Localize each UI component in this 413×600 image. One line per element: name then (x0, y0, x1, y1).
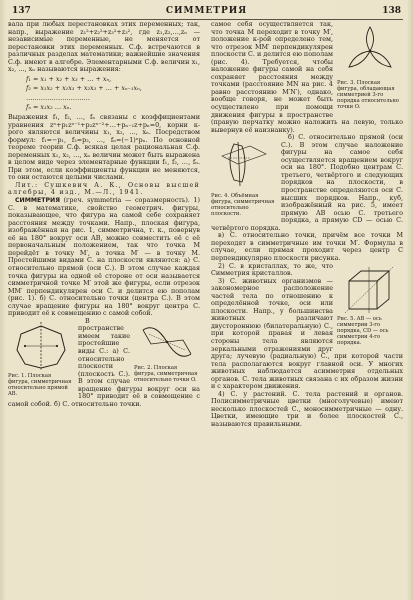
figure-3 (337, 23, 403, 110)
formula-line: f₂ = x₁x₂ + x₁x₃ + x₂x₃ + … + xₙ₋₁xₙ, (26, 84, 142, 93)
figure-3-caption: Рис. 3. Плоская фигура, обладающая симметрией 3-го порядка относительно точки O. (337, 80, 399, 110)
right-paragraph: в) С. относительно точки, причём все точки M переходят в симметричные им точки M′. Формулы в случае, если прямая проходит через центр C перпендикулярно плоскости рисунка. (211, 231, 403, 262)
right-paragraph: б) С. относительно прямой (оси С.). В этом случае наложение фигуры на самое себя осуществляется вращением вокруг оси на 180°. Подобно центрам С. третьего, четвёртого и следующих порядков на плоскости, в пространстве определяются оси С. высших порядков. Напр., куб, изображённый на рис. 5, имеет прямую AB осью С. третьего порядка, а прямую CD — осью С. четвёртого порядка. (211, 133, 403, 232)
figure-2-drawing (137, 320, 197, 364)
figure-2 (134, 320, 200, 383)
page-header (0, 4, 413, 18)
figure-5-drawing (341, 265, 399, 315)
figure-4-drawing (216, 136, 272, 192)
figure-4-caption: Рис. 4. Объёмная фигура, симметричная относительно плоскости. (211, 193, 275, 218)
article-text: (греч. symmetria — соразмерность). 1) С. в математике, свойство геометрич. фигуры, показывающее, что фигура на самой себе сохраняет расстояния между точками. Напр., плоская фигура, изображённая на рис. 1, симметрична, т. к., повернув её на 180° вокруг оси AB, можно совместить её с её первоначальным положением, так что точка M перейдёт в точку M′, а точка M′ — в точку M. Простейшими видами С. на плоскости являются: а) С. относительно прямой (оси С.). В этом случае каждая точка фигуры на одной её стороне от оси называется симметричной точке M′ этой же фигуры, если отрезок MM′ перпендикулярен оси С. и делится ею пополам (рис. 1). б) С. относительно точки (центра С.). В этом случае вращение фигуры на 180° вокруг центра С. приводит её к совмещению с самой собой. (8, 196, 200, 318)
figure-3-drawing (341, 23, 399, 79)
left-paragraph: Выражения f₁, f₂, …, fₙ связаны с коэффициентами уравнения zⁿ+p₁zⁿ⁻¹+p₂zⁿ⁻²+…+pₙ₋₁z+pₙ=0, корни к-рого являются величины x₁, x₂, …, xₙ. Посредством формул: f₁=−p₁, f₂=p₂, …, fₙ=(−1)ⁿpₙ. По основной теореме теории С.ф. всякая целая рациональная С.ф. переменных x₁, x₂, …, xₙ величин может быть выражена в целом виде через элементарные функции f₁, f₂, …, fₙ. При этом, если коэффициенты функции не меняются, то они остаются целыми числами. (8, 113, 200, 182)
running-title: СИММЕТРИЯ (165, 6, 248, 16)
page-number-right: 138 (382, 6, 401, 16)
right-column (211, 21, 403, 593)
figure-5-caption: Рис. 5. AB — ось симметрии 3-го порядка, CD — ось симметрии 4-го порядка. (337, 315, 389, 346)
figure-1-drawing (11, 320, 71, 372)
right-paragraph: 2) С. в кристаллах, то же, что Симметрия кристаллов. (211, 261, 333, 278)
article-headword: СИММЕТРИЯ (15, 197, 60, 205)
literature-reference: Лит.: Сушкевич А. К., Основы высшей алгебры, 4 изд., М.—Л., 1941. (8, 180, 200, 197)
formula-line: f₁ = x₁ + x₂ + x₃ + … + xₙ, (26, 74, 112, 83)
formula-line: ………………………… (26, 93, 90, 102)
right-paragraph: самое себя осуществляется так, что точка M переходит в точку M′, положение к-рой определено тем, что отрезок MM′ перпендикулярен плоскости С. и делится ею пополам (рис. 4). Требуется, чтобы наложение фигуры самой на себя сохраняет расстояния между точками (расстояние MN на рис. 4 равно расстоянию M′N′), однако, вообще говоря, не может быть осуществлено при помощи движения фигуры в пространстве (правую перчатку можно наложить на левую, только вывернув её наизнанку). (211, 21, 403, 134)
right-paragraph: 4) С. у растений. С. тела растений и органов. Полисимметричные цветки (многолучевые) имеют несколько плоскостей С., моносимметричные — одну. Цветки, имеющие три и более плоскостей С., называются правильными. (211, 389, 403, 428)
figure-1 (8, 320, 74, 397)
left-column (8, 21, 200, 593)
left-paragraph: В пространстве имеем такие простейшие виды С.: а) С. относительно плоскости (плоскость С.). В этом случае вращение фигуры вокруг оси на 180° приводит её в совмещение с самой собой. б) С. относительно точки. (8, 316, 200, 408)
page-number-left: 137 (12, 6, 31, 16)
figure-1-caption: Рис. 1. Плоская фигура, симметричная относительно прямой AB. (8, 372, 72, 397)
right-paragraph: 3) С. животных организмов — закономерное расположение частей тела по отношению к определённой точке, оси или плоскости. Напр., у большинства животных различают двустороннюю (билатеральную) С., при которой правая и левая стороны тела являются зеркальными отражениями друг друга; лучевую (радиальную) С., при которой части тела располагаются вокруг главной оси. У многих животных наблюдается асимметрия отдельных органов. С. тела животных связана с их образом жизни и с характером движения. (211, 276, 403, 391)
left-paragraph: вала при любых перестановках этих переменных; так, напр., выражение z₁²+z₂²+z₃²+z₃², где z₁,z₂,…,zₙ — независимые переменные, не меняется от перестановки этих переменных. С.ф. встречаются в различных разделах математики; важнейшие значения С.ф. имеют в алгебре. Элементарными С.ф. величин x₁, x₂, …, xₙ называются выражения: (8, 21, 200, 74)
figure-4 (211, 136, 277, 217)
header-rule (10, 19, 403, 20)
figure-2-caption: Рис. 2. Плоская фигура, симметричная относительно точки O. (134, 364, 198, 383)
formula-line: fₙ = x₁x₂ … xₙ. (26, 103, 72, 112)
figure-5 (337, 265, 403, 346)
